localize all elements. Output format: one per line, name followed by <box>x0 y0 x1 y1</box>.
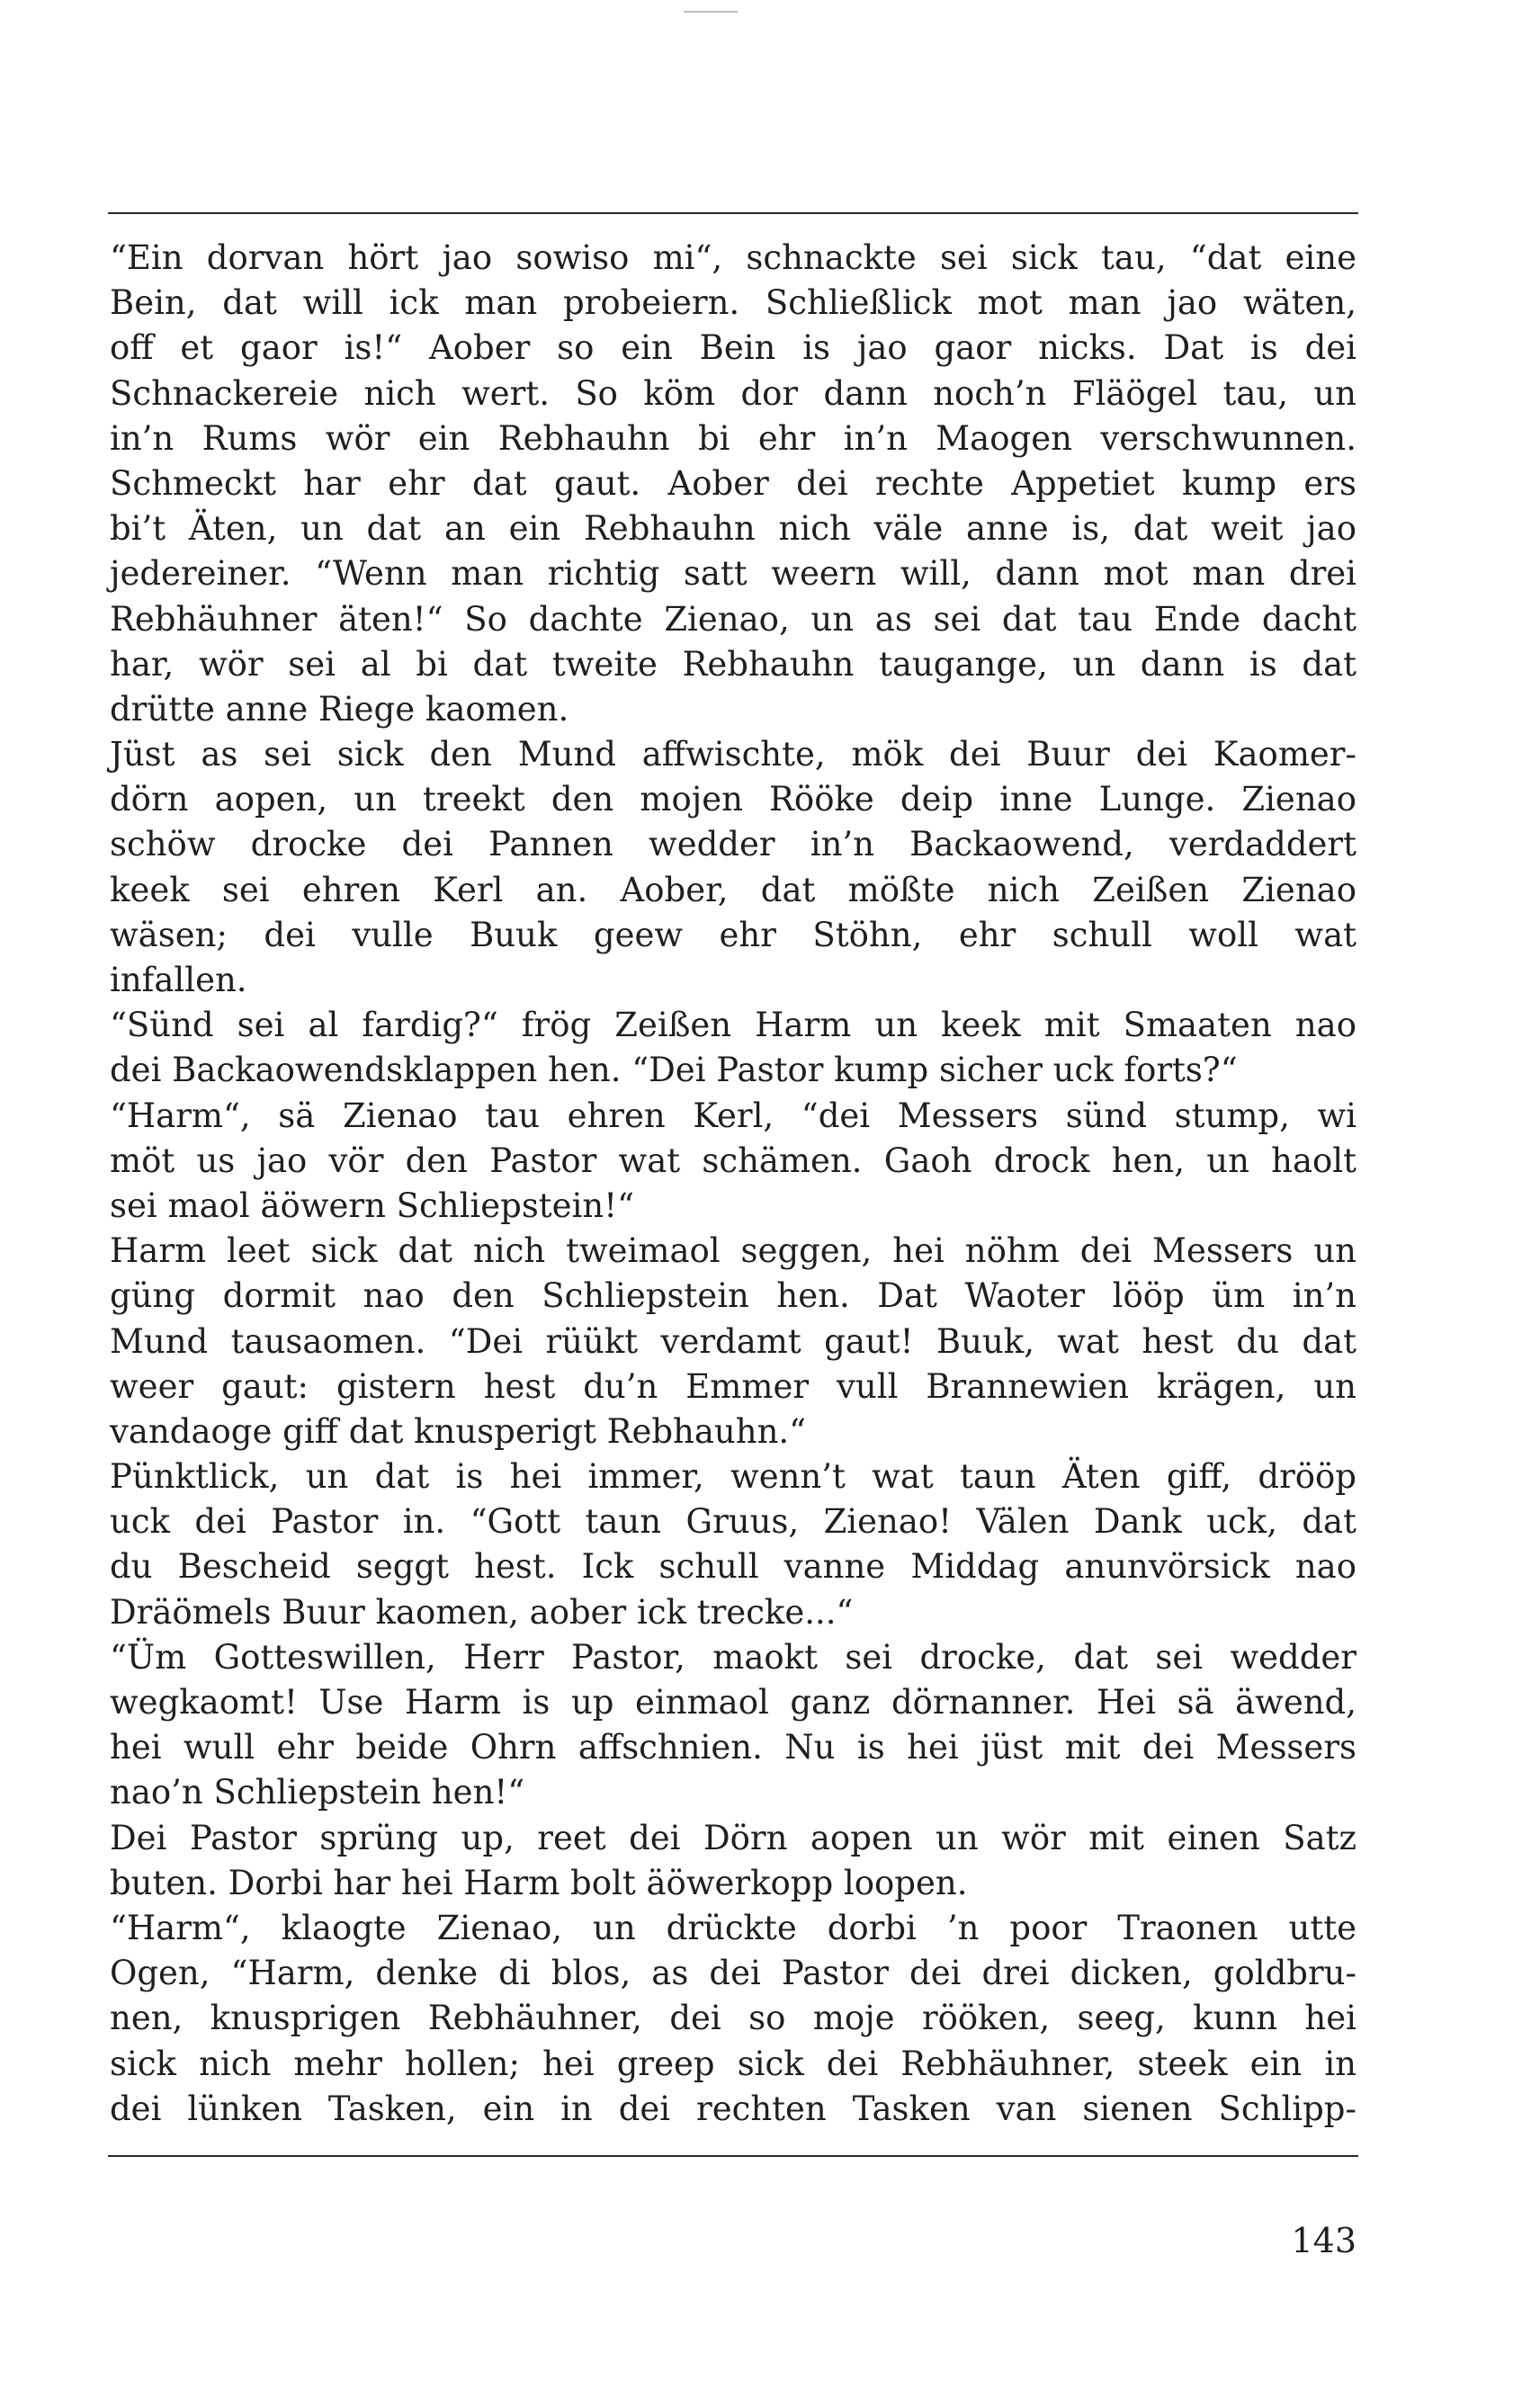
text-line: “Ein dorvan hört jao sowiso mi“, schnackte sei sick tau, “dat eine <box>110 238 1356 277</box>
scan-edge-mark <box>684 11 738 13</box>
text-line: “Üm Gotteswillen, Herr Pastor, maokt sei drocke, dat sei wedder <box>110 1637 1356 1677</box>
text-line: schöw drocke dei Pannen wedder in’n Backaowend, verdaddert <box>110 825 1356 864</box>
text-line: sick nich mehr hollen; hei greep sick dei Rebhäuhner, steek ein in <box>110 2044 1356 2083</box>
text-line: Harm leet sick dat nich tweimaol seggen, hei nöhm dei Messers un <box>110 1231 1356 1271</box>
text-line: uck dei Pastor in. “Gott taun Gruus, Zienao! Välen Dank uck, dat <box>110 1502 1356 1542</box>
text-line: drütte anne Riege kaomen. <box>110 689 569 729</box>
text-line: Schmeckt har ehr dat gaut. Aober dei rechte Appetiet kump ers <box>110 463 1356 503</box>
text-line: jedereiner. “Wenn man richtig satt weern will, dann mot man drei <box>110 554 1356 594</box>
text-line: Pünktlick, un dat is hei immer, wenn’t wat taun Äten giff, drööp <box>110 1457 1356 1497</box>
text-line: Schnackereie nich wert. So köm dor dann noch’n Fläögel tau, un <box>110 373 1356 413</box>
text-line: “Sünd sei al fardig?“ frög Zeißen Harm un keek mit Smaaten nao <box>110 1006 1356 1045</box>
text-line: güng dormit nao den Schliepstein hen. Dat Waoter lööp üm in’n <box>110 1276 1356 1316</box>
footer-rule <box>108 2155 1358 2157</box>
text-line: Dräömels Buur kaomen, aober ick trecke...“ <box>110 1592 854 1632</box>
text-line: wäsen; dei vulle Buuk geew ehr Stöhn, ehr schull woll wat <box>110 915 1356 954</box>
text-line: dei lünken Tasken, ein in dei rechten Tasken van sienen Schlipp- <box>110 2089 1356 2128</box>
text-line: dei Backaowendsklappen hen. “Dei Pastor kump sicher uck forts?“ <box>110 1051 1238 1090</box>
page-number: 143 <box>1291 2221 1356 2260</box>
text-line: infallen. <box>110 961 247 999</box>
text-line: Mund tausaomen. “Dei rüükt verdamt gaut! Buuk, wat hest du dat <box>110 1321 1356 1361</box>
text-line: Rebhäuhner äten!“ So dachte Zienao, un as sei dat tau Ende dacht <box>110 599 1356 639</box>
text-line: keek sei ehren Kerl an. Aober, dat mößte nich Zeißen Zienao <box>110 870 1356 909</box>
text-line: vandaoge giff dat knusperigt Rebhauhn.“ <box>110 1411 807 1451</box>
text-line: buten. Dorbi har hei Harm bolt äöwerkopp loopen. <box>110 1863 968 1902</box>
text-line: hei wull ehr beide Ohrn affschnien. Nu is hei jüst mit dei Messers <box>110 1728 1356 1767</box>
text-line: du Bescheid seggt hest. Ick schull vanne Middag anunvörsick nao <box>110 1547 1356 1587</box>
text-line: möt us jao vör den Pastor wat schämen. Gaoh drock hen, un haolt <box>110 1141 1356 1180</box>
text-line: in’n Rums wör ein Rebhauhn bi ehr in’n Maogen verschwunnen. <box>110 418 1356 458</box>
text-line: “Harm“, sä Zienao tau ehren Kerl, “dei Messers sünd stump, wi <box>110 1096 1356 1135</box>
text-line: Jüst as sei sick den Mund affwischte, mök dei Buur dei Kaomer- <box>110 735 1356 774</box>
text-line: bi’t Äten, un dat an ein Rebhauhn nich väle anne is, dat weit jao <box>110 509 1356 549</box>
text-line: har, wör sei al bi dat tweite Rebhauhn taugange, un dann is dat <box>110 644 1356 684</box>
text-line: Ogen, “Harm, denke di blos, as dei Pastor dei drei dicken, goldbru- <box>110 1954 1356 1993</box>
text-line: “Harm“, klaogte Zienao, un drückte dorbi ’n poor Traonen utte <box>110 1908 1356 1947</box>
text-line: Bein, dat will ick man probeiern. Schließlick mot man jao wäten, <box>110 283 1356 323</box>
header-rule <box>108 212 1358 214</box>
text-line: sei maol äöwern Schliepstein!“ <box>110 1186 635 1225</box>
body-text <box>110 236 1356 2132</box>
text-line: nao’n Schliepstein hen!“ <box>110 1773 525 1812</box>
text-line: nen, knusprigen Rebhäuhner, dei so moje rööken, seeg, kunn hei <box>110 1999 1356 2038</box>
text-line: Dei Pastor sprüng up, reet dei Dörn aopen un wör mit einen Satz <box>110 1818 1356 1857</box>
text-line: off et gaor is!“ Aober so ein Bein is jao gaor nicks. Dat is dei <box>110 328 1356 368</box>
text-line: weer gaut: gistern hest du’n Emmer vull Brannewien krägen, un <box>110 1366 1356 1406</box>
text-line: wegkaomt! Use Harm is up einmaol ganz dörnanner. Hei sä äwend, <box>110 1683 1356 1722</box>
text-line: dörn aopen, un treekt den mojen Rööke deip inne Lunge. Zienao <box>110 780 1356 819</box>
